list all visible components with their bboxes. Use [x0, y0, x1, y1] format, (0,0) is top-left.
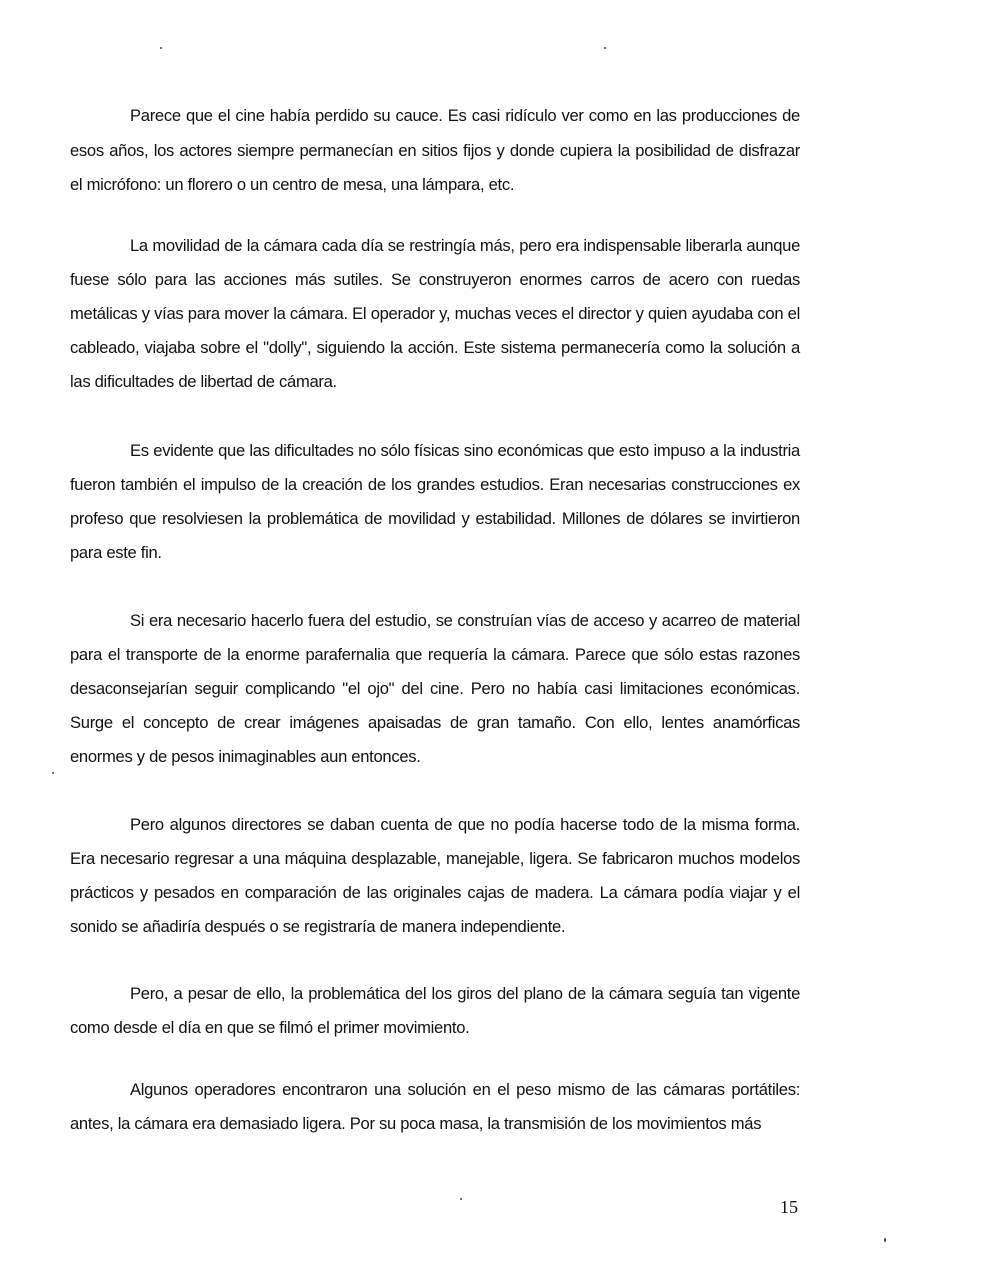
scan-speck — [460, 1198, 462, 1200]
paragraph-6 — [70, 977, 800, 1045]
paragraph-7-text: Algunos operadores encontraron una solución en el peso mismo de las cámaras portátiles: antes, la cámara era demasiado ligera. Por su poca masa, la transmisión de los movimientos más — [70, 1080, 800, 1133]
paragraph-3-text: Es evidente que las dificultades no sólo físicas sino económicas que esto impuso a la industria fueron también el impulso de la creación de los grandes estudios. Eran necesarias construcciones ex profeso que resolviesen la problemática de movilidad y estabilidad. Millones de dólares se invirtieron para este fin. — [70, 441, 800, 562]
paragraph-4 — [70, 604, 800, 774]
scan-speck — [160, 47, 162, 49]
paragraph-1 — [70, 99, 800, 203]
paragraph-2 — [70, 229, 800, 399]
paragraph-1-text: Parece que el cine había perdido su cauce. Es casi ridículo ver como en las producciones de esos años, los actores siempre permanecían en sitios fijos y donde cupiera la posibilidad de disfrazar el micrófono: un florero o un centro de mesa, una lámpara, etc. — [70, 106, 800, 194]
paragraph-2-text: La movilidad de la cámara cada día se restringía más, pero era indispensable liberarla aunque fuese sólo para las acciones más sutiles. Se construyeron enormes carros de acero con ruedas metálicas y vías para mover la cámara. El operador y, muchas veces el director y quien ayudaba con el cableado, viajaba sobre el "dolly", siguiendo la acción. Este sistema permanecería como la solución a las dificultades de libertad de cámara. — [70, 236, 800, 391]
scan-speck — [604, 47, 606, 49]
scan-speck — [884, 1238, 886, 1242]
paragraph-5 — [70, 808, 800, 944]
paragraph-6-text: Pero, a pesar de ello, la problemática del los giros del plano de la cámara seguía tan vigente como desde el día en que se filmó el primer movimiento. — [70, 984, 800, 1037]
paragraph-7 — [70, 1073, 800, 1141]
paragraph-4-text: Si era necesario hacerlo fuera del estudio, se construían vías de acceso y acarreo de material para el transporte de la enorme parafernalia que requería la cámara. Parece que sólo estas razones desaconsejarían seguir complicando "el ojo" del cine. Pero no había casi limitaciones económicas. Surge el concepto de crear imágenes apaisadas de gran tamaño. Con ello, lentes anamórficas enormes y de pesos inimaginables aun entonces. — [70, 611, 800, 766]
paragraph-5-text: Pero algunos directores se daban cuenta de que no podía hacerse todo de la misma forma. Era necesario regresar a una máquina desplazable, manejable, ligera. Se fabricaron muchos modelos prácticos y pesados en comparación de las originales cajas de madera. La cámara podía viajar y el sonido se añadiría después o se registraría de manera independiente. — [70, 815, 800, 936]
scan-speck — [52, 772, 54, 774]
paragraph-3 — [70, 434, 800, 570]
page-number: 15 — [780, 1197, 798, 1217]
